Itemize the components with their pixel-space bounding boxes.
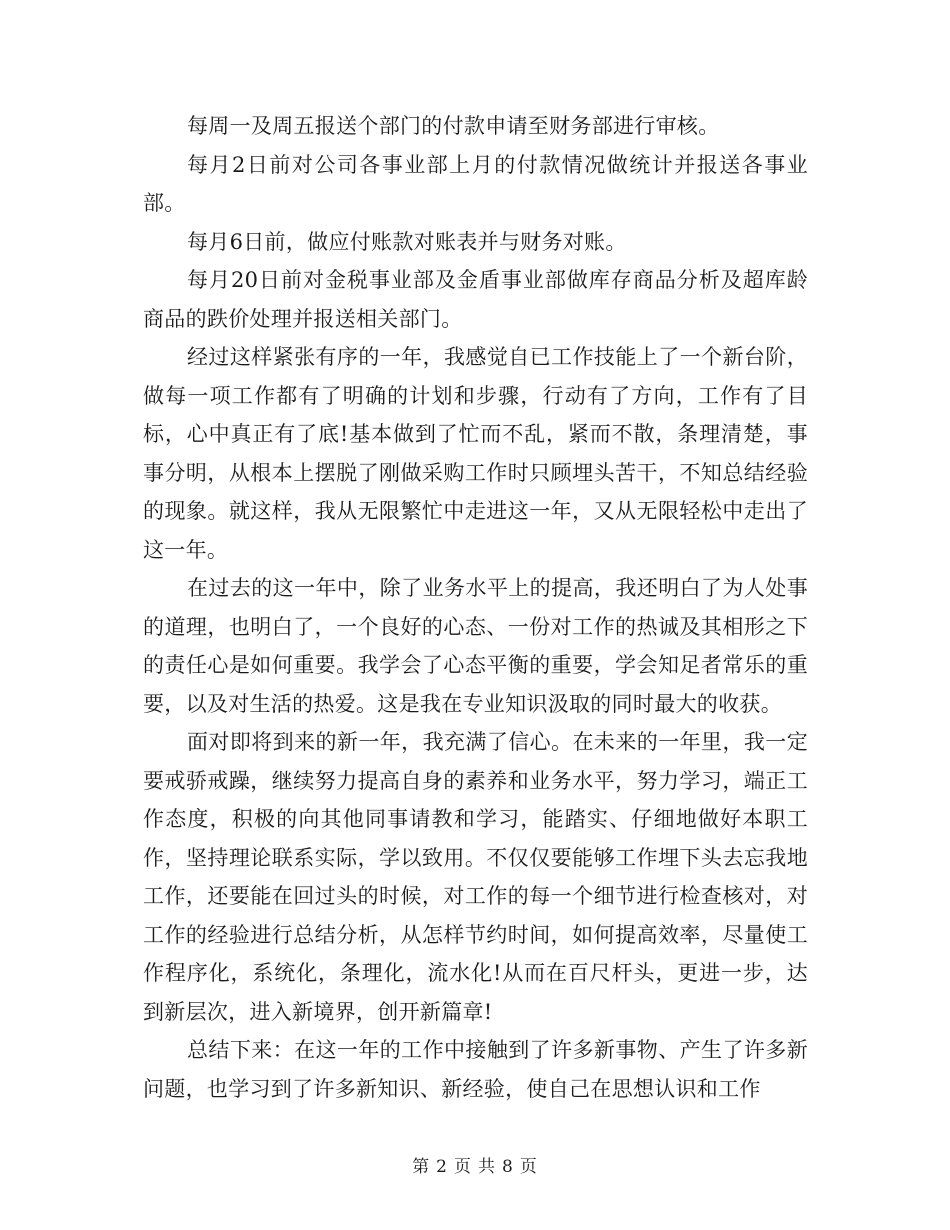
paragraph-monthly-statistics: 每月2日前对公司各事业部上月的付款情况做统计并报送各事业部。 [143,152,808,215]
page-label-suffix: 页 [519,1157,538,1177]
total-label-prefix: 共 [478,1157,496,1177]
paragraph-reconciliation: 每月6日前，做应付账款对账表并与财务对账。 [187,229,627,254]
paragraph-future-plans: 面对即将到来的新一年，我充满了信心。在未来的一年里，我一定要戒骄戒躁，继续努力提高自身的素养和业务水平，努力学习，端正工作态度，积极的向其他同事请教和学习，能踏实、仔细地做好本职工作，坚持理论联系实际，学以致用。不仅仅要能够工作埋下头去忘我地工作，还要能在回过头的时候，对工作的每一个细节进行检查核对，对工作的经验进行总结分析，从怎样节约时间，如何提高效率，尽量使工作程序化，系统化，条理化，流水化!从而在百尺杆头，更进一步，达到新层次，进入新境界，创开新篇章! [143,730,808,1024]
total-pages-number: 8 [502,1157,514,1177]
page-label-prefix: 第 [412,1157,431,1177]
paragraph-weekly-payments: 每周一及周五报送个部门的付款申请至财务部进行审核。 [187,114,720,138]
current-page-number: 2 [436,1157,448,1177]
paragraph-inventory-analysis: 每月20日前对金税事业部及金盾事业部做库存商品分析及超库龄商品的跌价处理并报送相关部门。 [143,268,808,331]
body-text [143,107,808,1108]
paragraph-summary: 总结下来：在这一年的工作中接触到了许多新事物、产生了许多新问题，也学习到了许多新知识、新经验，使自己在思想认识和工作 [143,1038,808,1101]
paragraph-personal-growth: 在过去的这一年中，除了业务水平上的提高，我还明白了为人处事的道理，也明白了，一个良好的心态、一份对工作的热诚及其相形之下的责任心是如何重要。我学会了心态平衡的重要，学会知足者常乐的重要，以及对生活的热爱。这是我在专业知识汲取的同时最大的收获。 [143,576,808,716]
page-label-mid: 页 [454,1157,472,1177]
page-footer [0,1152,950,1177]
paragraph-year-reflection: 经过这样紧张有序的一年，我感觉自已工作技能上了一个新台阶，做每一项工作都有了明确的计划和步骤，行动有了方向，工作有了目标，心中真正有了底!基本做到了忙而不乱，紧而不散，条理清楚，事事分明，从根本上摆脱了刚做采购工作时只顾埋头苦干，不知总结经验的现象。就这样，我从无限繁忙中走进这一年，又从无限轻松中走出了这一年。 [143,345,808,562]
